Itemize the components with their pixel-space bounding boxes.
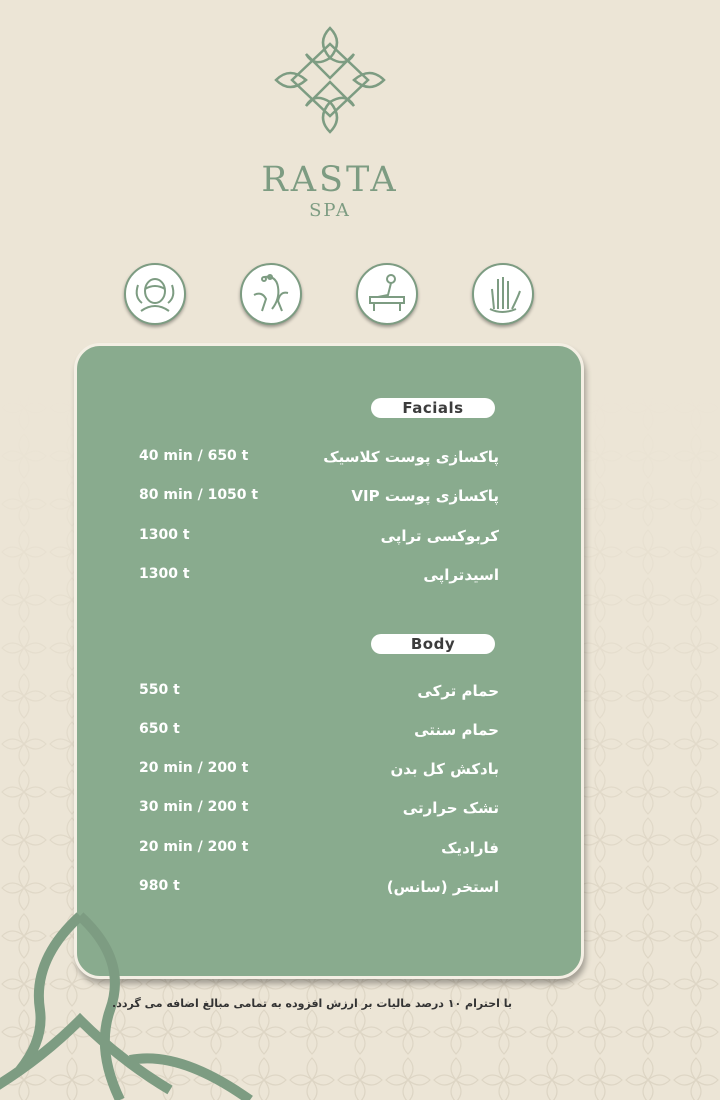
- service-name: تشک حرارتی: [402, 799, 499, 817]
- list-item: [77, 760, 587, 786]
- service-icons: [124, 263, 534, 325]
- massage-table-icon: [356, 263, 418, 325]
- face-mask-icon: [124, 263, 186, 325]
- tax-footnote: با احترام ۱۰ درصد مالیات بر ارزش افزوده به تمامی مبالغ اضافه می گردد.: [112, 997, 512, 1010]
- service-price: 650 t: [139, 721, 180, 737]
- service-price: 20 min / 200 t: [139, 760, 249, 776]
- service-price: 1300 t: [139, 566, 190, 582]
- service-name: حمام ترکی: [417, 682, 499, 700]
- service-name: اسیدتراپی: [423, 566, 499, 584]
- service-name: پاکسازی پوست کلاسیک: [323, 448, 499, 466]
- list-item: [77, 566, 587, 592]
- service-price: 980 t: [139, 878, 180, 894]
- service-price: 20 min / 200 t: [139, 839, 249, 855]
- list-item: [77, 799, 587, 825]
- brand-name: RASTA: [261, 160, 399, 200]
- service-name: پاکسازی پوست VIP: [351, 487, 499, 505]
- service-price: 1300 t: [139, 527, 190, 543]
- list-item: [77, 839, 587, 865]
- price-card: [74, 343, 584, 979]
- list-item: [77, 682, 587, 708]
- foot-massage-icon: [240, 263, 302, 325]
- service-name: بادکش کل بدن: [390, 760, 499, 778]
- service-name: فارادیک: [441, 839, 499, 857]
- service-name: حمام سنتی: [414, 721, 499, 739]
- service-name: استخر (سانس): [386, 878, 499, 896]
- list-item: [77, 487, 587, 513]
- list-item: [77, 448, 587, 474]
- service-price: 80 min / 1050 t: [139, 487, 259, 503]
- service-price: 550 t: [139, 682, 180, 698]
- section-title-body: Body: [371, 634, 495, 654]
- service-name: کربوکسی تراپی: [380, 527, 499, 545]
- logo-icon: [270, 24, 390, 136]
- service-price: 40 min / 650 t: [139, 448, 249, 464]
- brand-subtitle: SPA: [309, 200, 351, 221]
- section-title-facials: Facials: [371, 398, 495, 418]
- service-price: 30 min / 200 t: [139, 799, 249, 815]
- list-item: [77, 721, 587, 747]
- list-item: [77, 527, 587, 553]
- hand-massage-icon: [472, 263, 534, 325]
